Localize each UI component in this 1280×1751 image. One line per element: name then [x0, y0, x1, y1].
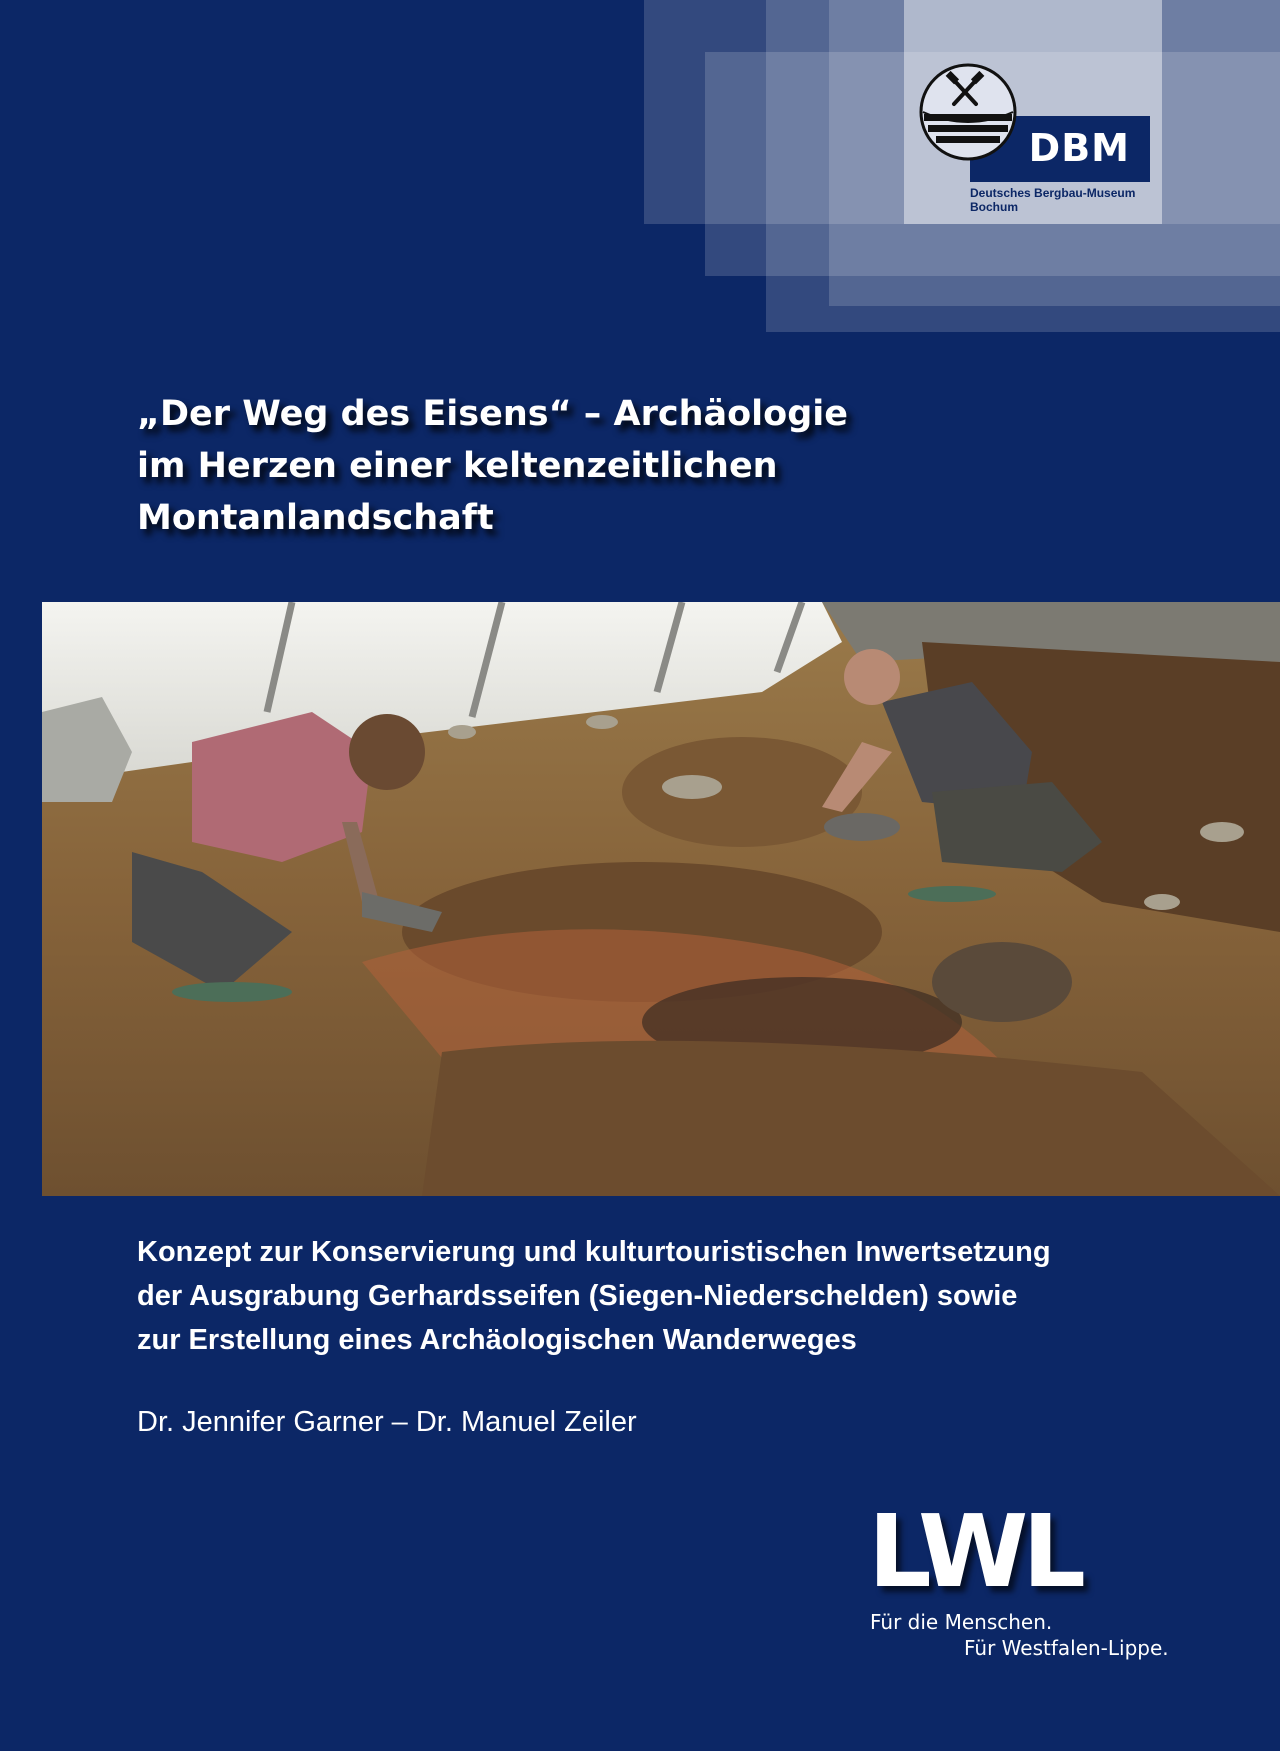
subtitle-line: zur Erstellung eines Archäologischen Wanderweges	[137, 1324, 857, 1356]
title-line: Montanlandschaft	[137, 498, 494, 538]
excavation-photo	[42, 602, 1280, 1196]
dbm-hammer-pick-icon	[918, 62, 1018, 162]
excavation-photo-icon	[42, 602, 1280, 1196]
authors: Dr. Jennifer Garner – Dr. Manuel Zeiler	[137, 1406, 637, 1438]
page-title	[137, 388, 1037, 544]
subtitle	[137, 1230, 1257, 1362]
dbm-name	[970, 186, 1170, 214]
dbm-logo	[916, 60, 1156, 220]
title-line: „Der Weg des Eisens“ – Archäologie	[137, 394, 848, 434]
subtitle-line: der Ausgrabung Gerhardsseifen (Siegen-Niederschelden) sowie	[137, 1280, 1018, 1312]
dbm-city-line: Bochum	[970, 200, 1018, 214]
lwl-logo	[868, 1493, 1208, 1670]
title-line: im Herzen einer keltenzeitlichen	[137, 446, 778, 486]
dbm-abbr: DBM	[1028, 126, 1130, 170]
lwl-tagline: Für Westfalen-Lippe.	[964, 1636, 1169, 1660]
lwl-mark: LWL	[868, 1493, 1080, 1610]
dbm-name-line: Deutsches Bergbau-Museum	[970, 186, 1136, 200]
subtitle-line: Konzept zur Konservierung und kulturtouristischen Inwertsetzung	[137, 1236, 1051, 1268]
lwl-tagline: Für die Menschen.	[870, 1610, 1053, 1634]
